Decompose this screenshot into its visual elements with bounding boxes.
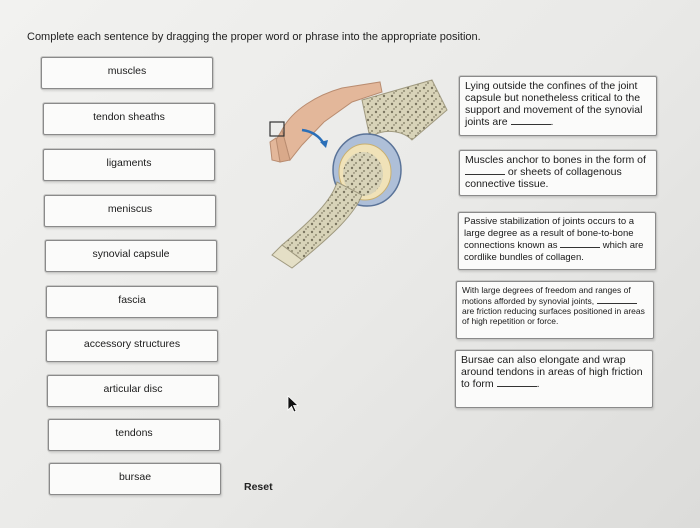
- sentence-1: Lying outside the confines of the joint capsule but nonetheless critical to the support and movement of the synovial joints are .: [459, 76, 657, 136]
- drop-slot-2[interactable]: [465, 166, 505, 175]
- word-articular-disc[interactable]: articular disc: [47, 375, 219, 407]
- joint-illustration: [262, 70, 452, 270]
- word-bursae[interactable]: bursae: [49, 463, 221, 495]
- sentence-4: With large degrees of freedom and ranges of motions afforded by synovial joints, are friction reducing surfaces positioned in areas of high repetition or force.: [456, 281, 654, 339]
- drop-slot-1[interactable]: [511, 116, 551, 125]
- sentence-5: Bursae can also elongate and wrap around tendons in areas of high friction to form .: [455, 350, 653, 408]
- drop-slot-3[interactable]: [560, 239, 600, 248]
- sentence-2: Muscles anchor to bones in the form of or sheets of collagenous connective tissue.: [459, 150, 657, 196]
- word-muscles[interactable]: muscles: [41, 57, 213, 89]
- reset-button[interactable]: Reset: [244, 481, 273, 493]
- word-meniscus[interactable]: meniscus: [44, 195, 216, 227]
- sentence-3: Passive stabilization of joints occurs to a large degree as a result of bone-to-bone connections known as which are cordlike bundles of collagen.: [458, 212, 656, 270]
- word-synovial-capsule[interactable]: synovial capsule: [45, 240, 217, 272]
- word-tendon-sheaths[interactable]: tendon sheaths: [43, 103, 215, 135]
- word-accessory-structures[interactable]: accessory structures: [46, 330, 218, 362]
- word-fascia[interactable]: fascia: [46, 286, 218, 318]
- word-tendons[interactable]: tendons: [48, 419, 220, 451]
- mouse-cursor-icon: [287, 395, 301, 413]
- word-ligaments[interactable]: ligaments: [43, 149, 215, 181]
- drop-slot-5[interactable]: [497, 378, 537, 387]
- instruction-text: Complete each sentence by dragging the proper word or phrase into the appropriate position.: [27, 31, 481, 43]
- drop-slot-4[interactable]: [597, 295, 637, 304]
